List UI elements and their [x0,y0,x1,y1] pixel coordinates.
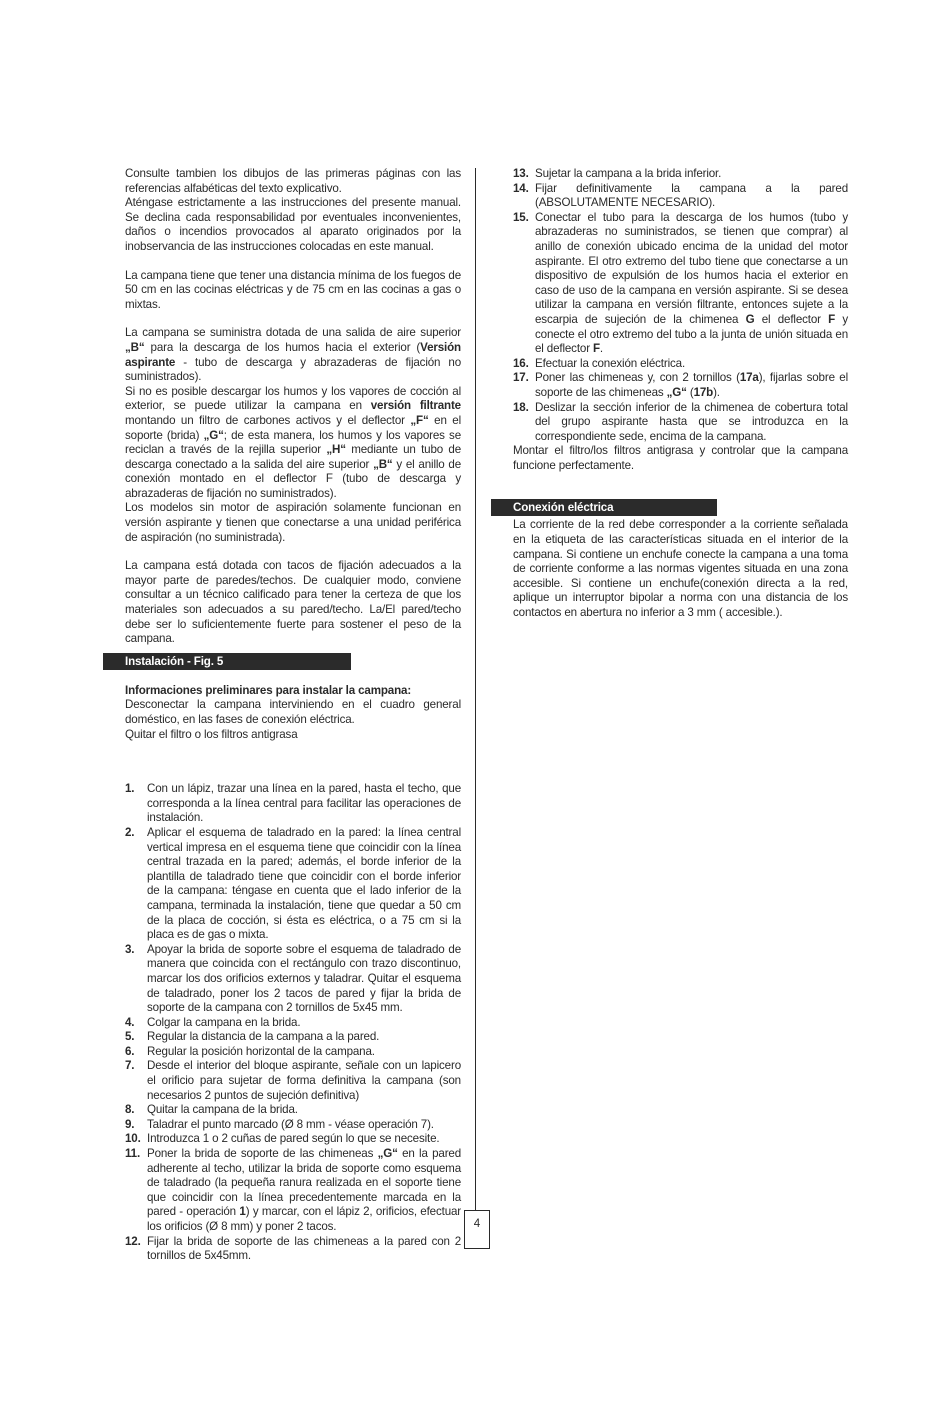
distance-paragraph: La campana tiene que tener una distancia mínima de los fuegos de 50 cm en las cocinas eléctricas y de 75 cm en las cocinas a gas o mixtas. [125,268,461,311]
left-column [125,167,461,1264]
list-item: 5. Regular la distancia de la campana a la pared. [125,1030,380,1044]
list-item: 9. Taladrar el punto marcado (Ø 8 mm - véase operación 7). [125,1117,434,1131]
intro-paragraph-2: Aténgase estrictamente a las instrucciones del presente manual. Se declina cada responsabilidad por eventuales inconvenientes, daños o incendios provocados al aparato originados por la inobservancia de las instrucciones colocadas en este manual. [125,196,461,253]
electrical-section-header: Conexión eléctrica [491,499,717,516]
no-motor-paragraph: Los modelos sin motor de aspiración solamente funcionan en versión aspirante y tienen que conectarse a una unidad periférica de aspiración (no suministrada). [125,501,461,544]
installation-steps-continued-list [513,167,848,444]
electrical-paragraph: La corriente de la red debe corresponder a la corriente señalada en la etiqueta de las características situada en el interior de la campana. Si contiene un enchufe conecte la campana a una toma de corriente conforme a las normas vigentes situada en una zona accesible. Si contiene un enchufe(conexión directa a la red, aplique un interruptor bipolar a norma con una distancia de los contactos en abertura no inferior a 3 mm ( accesible.). [513,518,848,620]
intro-paragraph-1: Consulte tambien los dibujos de las primeras páginas con las referencias alfabéticas del texto explicativo. [125,167,461,195]
list-item: 16. Efectuar la conexión eléctrica. [513,356,686,370]
list-item: 13. Sujetar la campana a la brida inferior. [513,167,722,180]
list-item: 14. Fijar definitivamente la campana a la pared (ABSOLUTAMENTE NECESARIO). [513,181,848,210]
column-divider [475,168,476,1236]
air-outlet-paragraph: La campana se suministra dotada de una salida de aire superior „B“ para la descarga de los humos hacia el exterior (Versión aspirante - tubo de descarga y abrazaderas de fijación no suministrados). [125,326,461,384]
list-item: 2. Aplicar el esquema de taladrado en la pared: la línea central vertical impresa en el esquema tiene que coincidir con la línea central trazada en la pared; además, el borde inferior de la plantilla de taladrado tiene que coincidir con el borde inferior de la campana: téngase en cuenta que el lado inferior de la campana, terminada la instalación, tiene que quedar a 50 cm de la placa de cocción, si ésta es eléctrica, o a 75 cm si la placa es de gas o mixta. [125,825,461,942]
final-check-paragraph: Montar el filtro/los filtros antigrasa y controlar que la campana funcione perfectamente. [513,444,848,472]
list-item: 15. Conectar el tubo para la descarga de los humos (tubo y abrazaderas no suministrados, se tienen que comprar) al anillo de conexión ubicado encima de la unidad del motor aspirante. El otro extremo del tubo tiene que conectarse a un dispositivo de expulsión de los humos hacia el exterior en caso de uso de la campana en versión aspirante. Si se desea utilizar la campana en versión filtrante, entonces sujete a la escarpia de sujeción de la chimenea G el deflector F y conecte el otro extremo del tubo a la junta de unión situada en el deflector F. [513,210,848,356]
preliminary-paragraph-1: Desconectar la campana interviniendo en el cuadro general doméstico, en las fases de conexión eléctrica. [125,698,461,726]
list-item: 11. Poner la brida de soporte de las chimeneas „G“ en la pared adherente al techo, utilizar la brida de soporte como esquema de taladrado (la pequeña ranura realizada en el soporte tiene que coincidir con la línea precedentemente marcada en la pared - operación 1) y marcar, con el lápiz 2, orificios, efectuar los orificios (Ø 8 mm) y poner 2 tacos. [125,1147,461,1233]
preliminary-title: Informaciones preliminares para instalar la campana: [125,683,412,697]
installation-steps-list [125,782,461,1264]
list-item: 3. Apoyar la brida de soporte sobre el esquema de taladrado de manera que coincida con el rectángulo con trazo discontinuo, marcar los dos orificios externos y taladrar. Quitar el esquema de taladrado, poner los 2 tacos de pared y fijar la brida de soporte de la campana con 2 tornillos de 5x45 mm. [125,942,461,1015]
right-column [513,167,848,621]
list-item: 17. Poner las chimeneas y, con 2 tornillos (17a), fijarlas sobre el soporte de las chimeneas „G“ (17b). [513,371,848,399]
fixing-paragraph: La campana está dotada con tacos de fijación adecuados a la mayor parte de paredes/techos. De cualquier modo, conviene consultar a un técnico calificado para tener la certeza de que los materiales son adecuados a su pared/techo. La/El pared/techo debe ser lo suficientemente fuerte para sostener el peso de la campana. [125,559,461,646]
list-item: 12. Fijar la brida de soporte de las chimeneas a la pared con 2 tornillos de 5x45mm. [125,1234,461,1263]
list-item: 18. Deslizar la sección inferior de la chimenea de cobertura total del grupo aspirante hasta que se introduzca en la correspondiente sede, encima de la campana. [513,400,848,443]
preliminary-paragraph-2: Quitar el filtro o los filtros antigrasa [125,727,298,741]
list-item: 7. Desde el interior del bloque aspirante, señale con un lapicero el orificio para sujetar de forma definitiva la campana (son necesarios 2 puntos de sujeción definitiva) [125,1059,461,1102]
list-item: 6. Regular la posición horizontal de la campana. [125,1044,375,1058]
filter-version-paragraph: Si no es posible descargar los humos y los vapores de cocción al exterior, se puede utilizar la campana en versión filtrante montando un filtro de carbones activos y el deflector „F“ en el soporte (brida) „G“; de esta manera, los humos y los vapores se reciclan a través de la rejilla superior „H“ mediante un tubo de descarga conectado a la salida del aire superior „B“ y el anillo de conexión montado en el deflector F (tubo de descarga y abrazaderas de fijación no suministrados). [125,384,462,500]
list-item: 10. Introduzca 1 o 2 cuñas de pared según lo que se necesite. [125,1132,440,1146]
list-item: 1. Con un lápiz, trazar una línea en la pared, hasta el techo, que corresponda a la línea central para facilitar las operaciones de instalación. [125,782,461,825]
installation-section-header: Instalación - Fig. 5 [103,653,351,670]
list-item: 4. Colgar la campana en la brida. [125,1015,301,1029]
list-item: 8. Quitar la campana de la brida. [125,1103,298,1117]
page-number: 4 [464,1210,490,1249]
